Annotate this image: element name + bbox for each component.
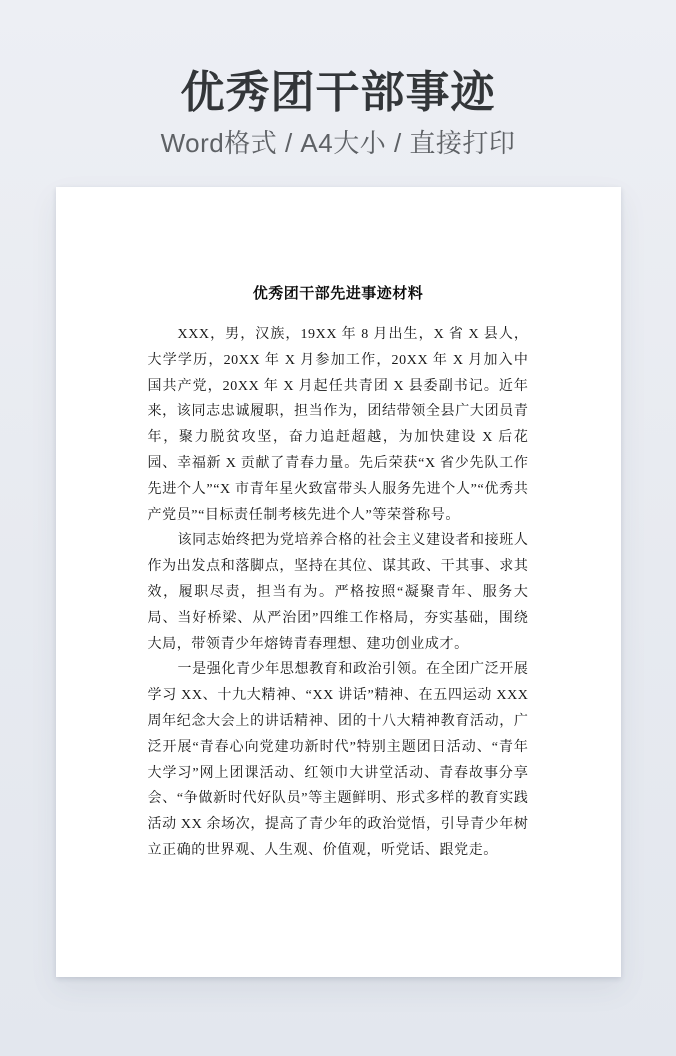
document-preview	[0, 187, 676, 977]
document-paragraph: 一是强化青少年思想教育和政治引领。在全团广泛开展学习 XX、十九大精神、“XX 讲话”精神、在五四运动 XXX 周年纪念大会上的讲话精神、团的十八大精神教育活动，广泛开展“青春心向党建功新时代”特别主题团日活动、“青年大学习”网上团课活动、红领巾大讲堂活动、青春故事分享会、“争做新时代好队员”等主题鲜明、形式多样的教育实践活动 XX 余场次，提高了青少年的政治觉悟，引导青少年树立正确的世界观、人生观、价值观，听党话、跟党走。	[147, 662, 529, 858]
document-page	[56, 187, 621, 977]
document-paragraph: 该同志始终把为党培养合格的社会主义建设者和接班人作为出发点和落脚点，坚持在其位、谋其政、干其事、求其效，履职尽责，担当有为。严格按照“凝聚青年、服务大局、当好桥梁、从严治团”四维工作格局，夯实基础，围绕大局，带领青少年熔铸青春理想、建功创业成才。	[147, 533, 529, 652]
template-subtitle: Word格式 / A4大小 / 直接打印	[160, 128, 516, 158]
template-header	[0, 0, 676, 159]
document-title: 优秀团干部先进事迹材料	[252, 285, 424, 302]
document-body	[148, 322, 529, 864]
document-paragraph: XXX，男，汉族，19XX 年 8 月出生，X 省 X 县人，大学学历，20XX 年 X 月参加工作，20XX 年 X 月加入中国共产党，20XX 年 X 月起任共青团 X 县委副书记。近年来，该同志忠诚履职，担当作为，团结带领全县广大团员青年，聚力脱贫攻坚，奋力追赶超越，为加快建设 X 后花园、幸福新 X 贡献了青春力量。先后荣获“X 省少先队工作先进个人”“X 市青年星火致富带头人服务先进个人”“优秀共产党员”“目标责任制考核先进个人”等荣誉称号。	[147, 327, 529, 523]
template-title: 优秀团干部事迹	[180, 68, 496, 117]
